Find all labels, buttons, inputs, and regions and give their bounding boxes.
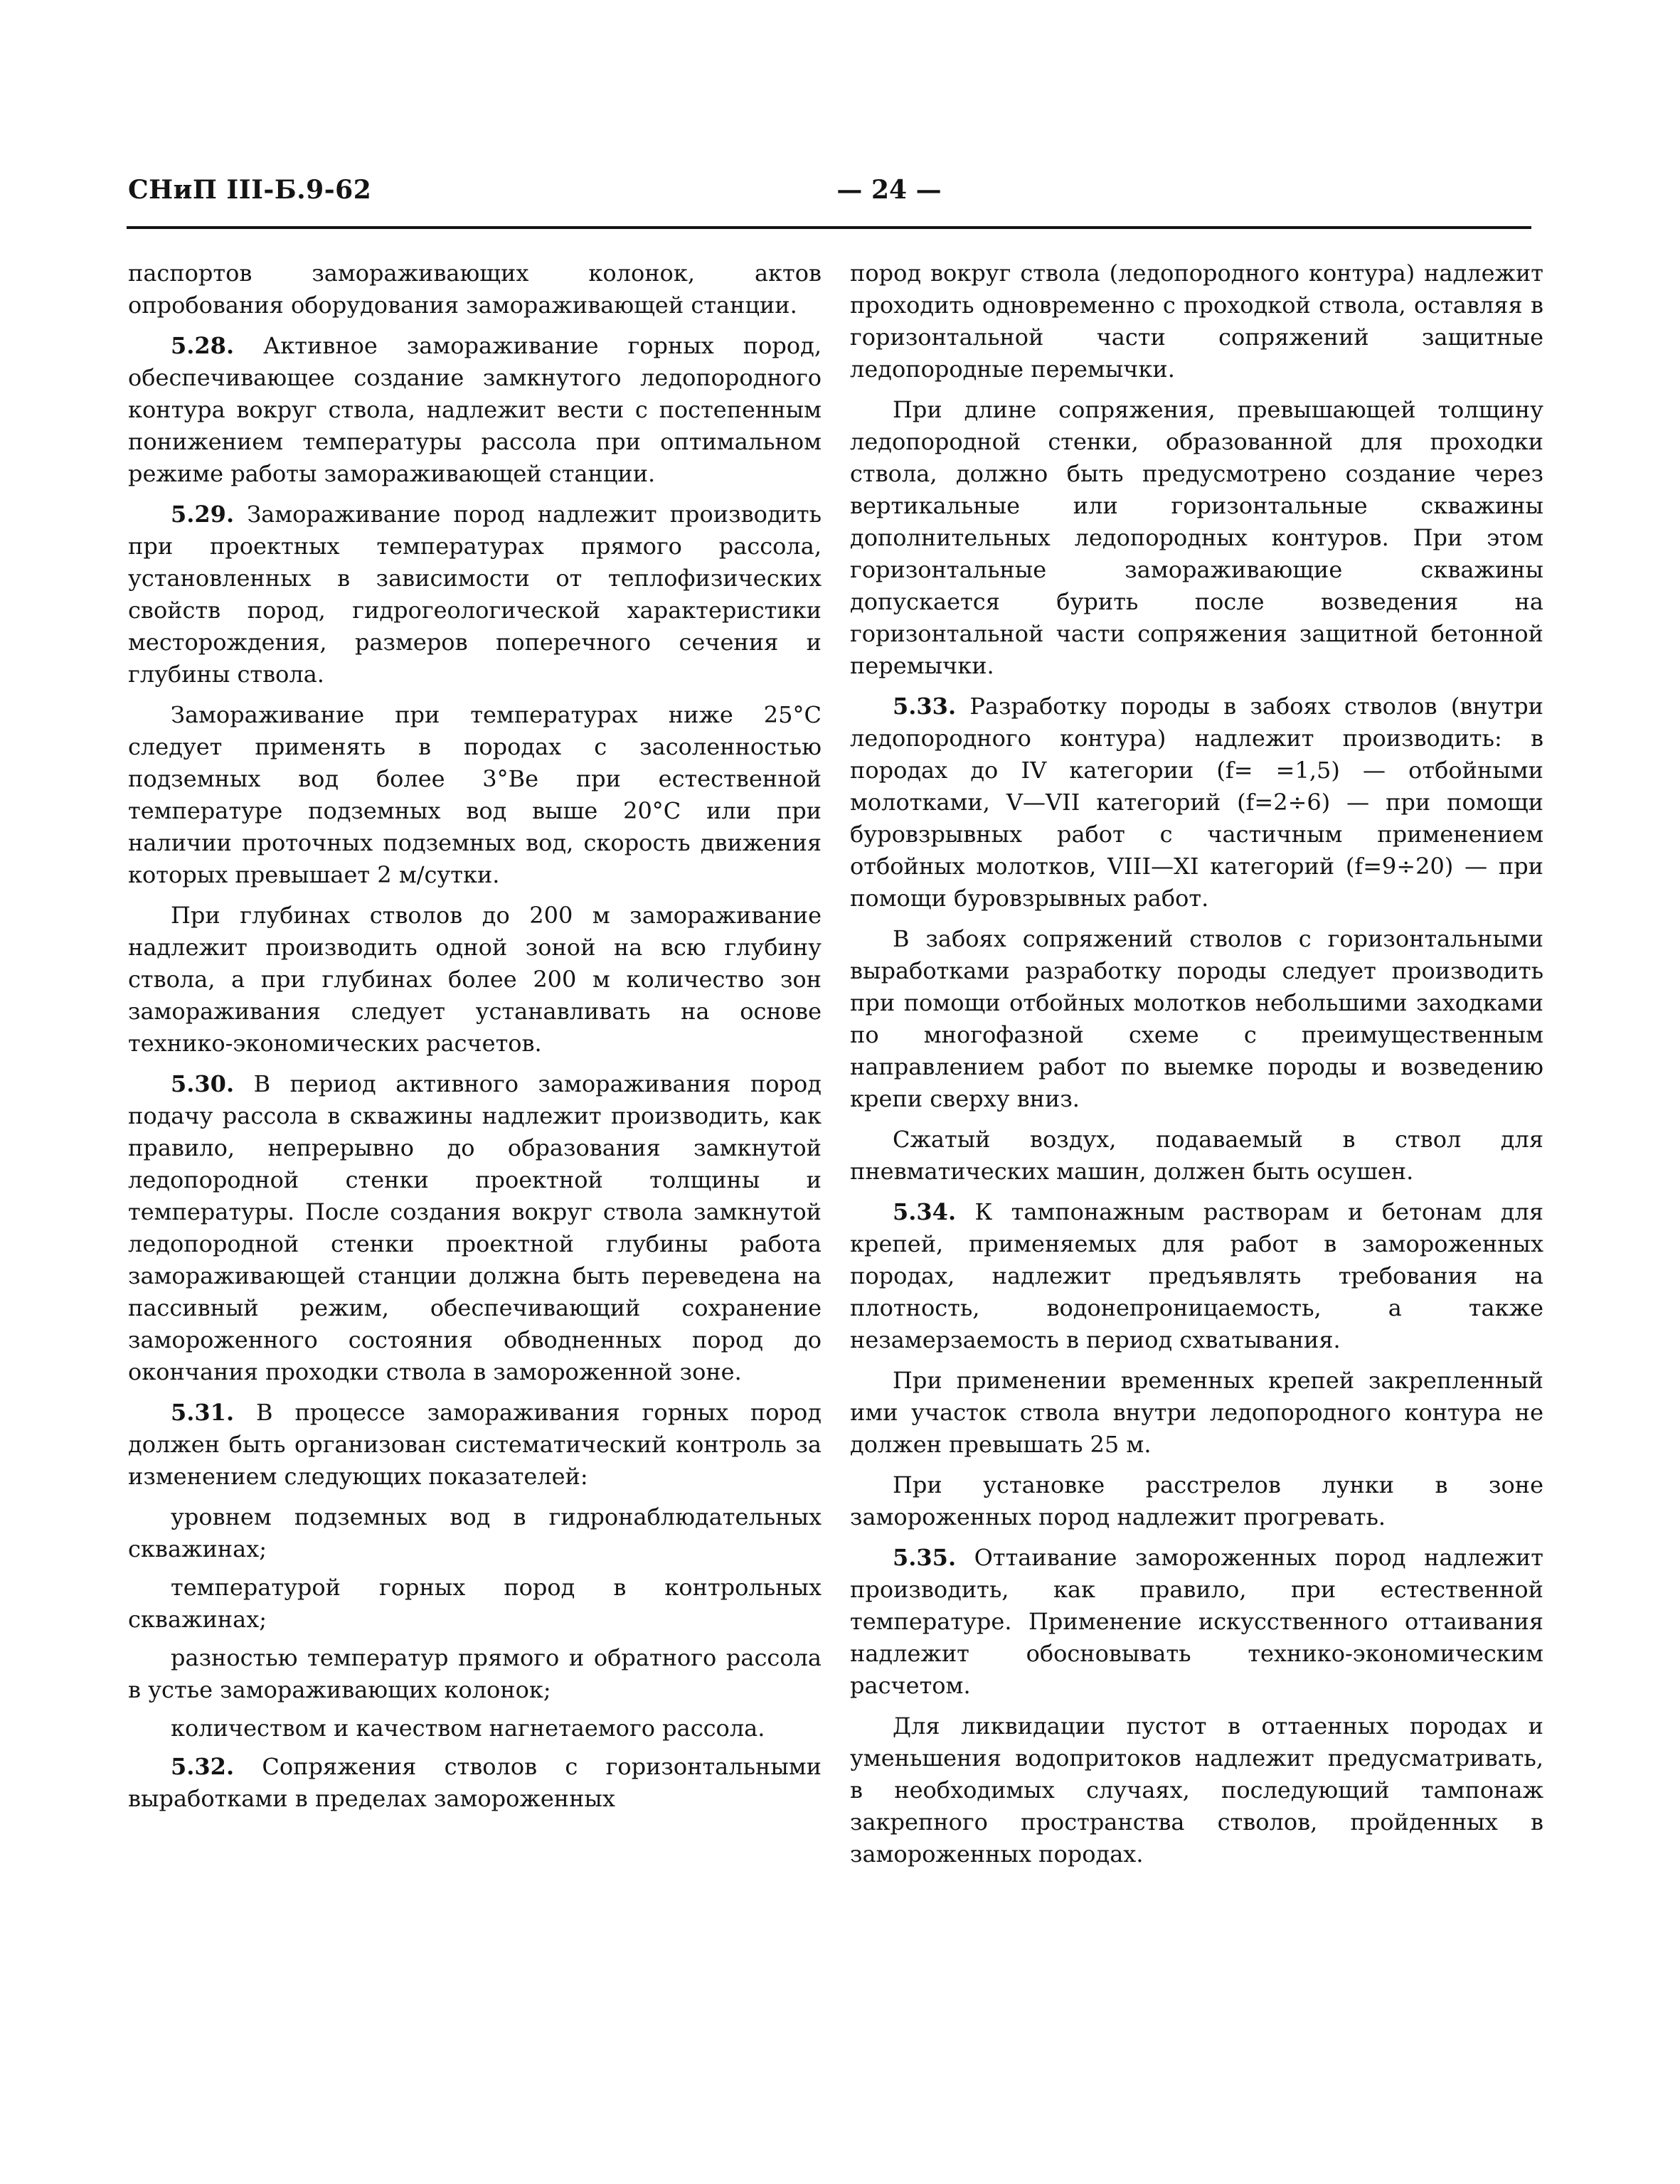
clause-text: Активное замораживание горных пород, обеспечивающее создание замкнутого ледопородного контура вокруг ствола, надлежит вести с постепенным понижением температуры рассола при оптимальном режиме работы замораживающей станции. (128, 332, 822, 487)
paragraph: При длине сопряжения, превышающей толщину ледопородной стенки, образованной для проходки ствола, должно быть предусмотрено создание через вертикальные или горизонтальные скважины дополнительных ледопородных контуров. При этом горизонтальные замораживающие скважины допускается бурить после возведения на горизонтальной части сопряжения защитной бетонной перемычки. (850, 396, 1543, 679)
clause-text: Замораживание пород надлежит производить при проектных температурах прямого рассола, установленных в зависимости от теплофизических свойств пород, гидрогеологической характеристики месторождения, размеров поперечного сечения и глубины ствола. (128, 501, 822, 688)
clause-text: Разработку породы в забоях стволов (внутри ледопородного контура) надлежит производить: в породах до IV категории (f= =1,5) — отбойными молотками, V—VII категорий (f=2÷6) — при помощи буровзрывных работ с частичным применением отбойных молотков, VIII—XI категорий (f=9÷20) — при помощи буровзрывных работ. (850, 693, 1544, 912)
right-column (850, 257, 1543, 1879)
list-item: уровнем подземных вод в гидронаблюдательных скважинах; (128, 1503, 822, 1562)
paragraph: паспортов замораживающих колонок, актов опробования оборудования замораживающей станции. (128, 260, 822, 319)
list-item: разностью температур прямого и обратного рассола в устье замораживающих колонок; (128, 1644, 822, 1703)
clause-5-29 (128, 499, 822, 691)
paragraph: При применении временных крепей закрепленный ими участок ствола внутри ледопородного контура не должен превышать 25 м. (850, 1367, 1543, 1458)
clause-number: 5.30. (171, 1070, 235, 1097)
clause-text: В период активного замораживания пород подачу рассола в скважины надлежит производить, как правило, непрерывно до образования замкнутой ледопородной стенки проектной толщины и температуры. После создания вокруг ствола замкнутой ледопородной стенки проектной глубины работа замораживающей станции должна быть переведена на пассивный режим, обеспечивающий сохранение замороженного состояния обводненных пород до окончания проходки ствола в замороженной зоне. (128, 1070, 822, 1385)
clause-number: 5.33. (893, 693, 957, 720)
clause-number: 5.35. (893, 1544, 957, 1571)
list-item: температурой горных пород в контрольных скважинах; (128, 1574, 822, 1633)
clause-5-34 (850, 1196, 1543, 1356)
clause-5-35 (850, 1542, 1543, 1702)
clause-text: В процессе замораживания горных пород должен быть организован систематический контроль за изменением следующих показателей: (128, 1399, 822, 1490)
page-header (128, 175, 1533, 225)
paragraph: При глубинах стволов до 200 м замораживание надлежит производить одной зоной на всю глубину ствола, а при глубинах более 200 м количество зон замораживания следует устанавливать на основе технико-экономических расчетов. (128, 902, 822, 1057)
clause-5-30 (128, 1068, 822, 1388)
paragraph: Для ликвидации пустот в оттаенных породах и уменьшения водопритоков надлежит предусматривать, в необходимых случаях, последующий тампонаж закрепного пространства стволов, пройденных в замороженных породах. (850, 1712, 1543, 1868)
clause-number: 5.28. (171, 332, 235, 359)
clause-number: 5.31. (171, 1399, 235, 1426)
clause-5-31 (128, 1397, 822, 1493)
clause-text: Оттаивание замороженных пород надлежит производить, как правило, при естественной температуре. Применение искусственного оттаивания надлежит обосновывать технико-экономическим расчетом. (850, 1544, 1543, 1699)
clause-number: 5.29. (171, 501, 235, 528)
header-divider (127, 226, 1531, 229)
clause-5-28 (128, 330, 822, 490)
clause-number: 5.34. (893, 1198, 957, 1225)
clause-5-32 (128, 1751, 822, 1815)
paragraph: Сжатый воздух, подаваемый в ствол для пневматических машин, должен быть осушен. (850, 1126, 1543, 1185)
document-code: СНиП III-Б.9-62 (128, 175, 372, 205)
left-column (128, 257, 822, 1823)
paragraph: Замораживание при температурах ниже 25°С следует применять в породах с засоленностью подземных вод более 3°Ве при естественной температуре подземных вод выше 20°С или при наличии проточных подземных вод, скорость движения которых превышает 2 м/сутки. (128, 701, 822, 888)
page-number: — 24 — (836, 175, 942, 205)
paragraph: В забоях сопряжений стволов с горизонтальными выработками разработку породы следует производить при помощи отбойных молотков небольшими заходками по многофазной схеме с преимущественным направлением работ по выемке породы и возведению крепи сверху вниз. (850, 925, 1543, 1112)
clause-text: Сопряжения стволов с горизонтальными выработками в пределах замороженных (128, 1753, 822, 1812)
clause-text: К тампонажным растворам и бетонам для крепей, применяемых для работ в замороженных породах, надлежит предъявлять требования на плотность, водонепроницаемость, а также незамерзаемость в период схватывания. (850, 1198, 1544, 1353)
list-item: количеством и качеством нагнетаемого рассола. (171, 1715, 765, 1742)
paragraph: При установке расстрелов лунки в зоне замороженных пород надлежит прогревать. (850, 1471, 1543, 1530)
paragraph: пород вокруг ствола (ледопородного контура) надлежит проходить одновременно с проходкой ствола, оставляя в горизонтальной части сопряжений защитные ледопородные перемычки. (850, 260, 1543, 383)
clause-number: 5.32. (171, 1753, 235, 1780)
clause-5-33 (850, 691, 1543, 915)
